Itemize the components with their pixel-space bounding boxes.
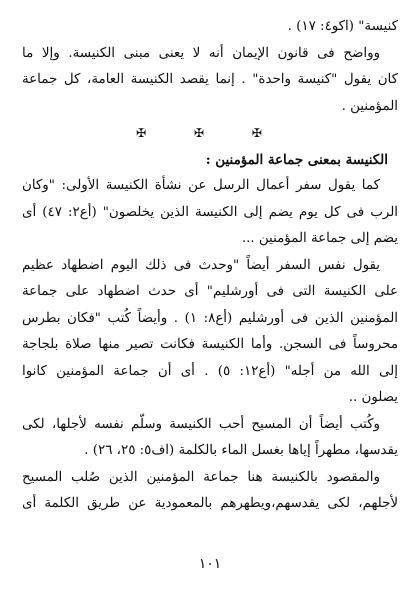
text-line: كما يقول سفر أعمال الرسل عن نشأة الكنيسة الأولى: "وكان (22, 178, 380, 193)
text-line: يقول نفس السفر أيضاً "وحدث فى ذلك اليوم اضطهاد عظيم (22, 257, 380, 273)
page-number: ١٠١ (198, 556, 222, 572)
text-line: محروساً فى السجن. وأما الكنيسة فكانت تصير منها صلاة بلجاجة (22, 337, 398, 352)
text-line: الرب فى كل يوم يضم إلى الكنيسة الذين يخلصون" (أع٢: ٤٧) أى (22, 204, 398, 220)
cross-ornament: ✠ ✠ ✠ (136, 126, 284, 140)
text-line: يضم إلى جماعة المؤمنين ... (241, 231, 398, 246)
text-line: كان يقول "كنيسة واحدة" . إنما يقصد الكنيسة العامة، كل جماعة (22, 72, 398, 87)
text-line: وواضح فى قانون الإيمان أنه لا يعنى مبنى الكنيسة. وإلا ما (22, 45, 380, 61)
text-line: كنيسة" (اكو٤: ١٧) . (287, 19, 398, 34)
text-line: لأجلهم، لكى يقدسهم،ويطهرهم بالمعمودية عن طريق الكلمة أى (22, 496, 398, 511)
text-line: يصلون .. (348, 390, 398, 405)
text-line: إلى الله من أجله" (أع١٢: ٥) . أى أن جماعة المؤمنين كانوا (22, 363, 398, 379)
text-line: وكُتب أيضاً أن المسيح أحب الكنيسة وسلّم نفسه لأجلها، لكى (22, 416, 380, 432)
text-line: والمقصود بالكنيسة هنا جماعة المؤمنين الذين صُلب المسيح (22, 469, 380, 485)
section-heading: الكنيسة بمعنى جماعة المؤمنين : (205, 151, 388, 168)
text-line: على الكنيسة التى فى أورشليم" أى حدث اضطهاد على جماعة (22, 284, 398, 299)
text-line: المؤمنين الذين فى أورشليم (أع٨: ١) . وأيضاً كُتب "فكان بطرس (22, 310, 398, 326)
text-line: يقدسها، مطهراً إياها بغسل الماء بالكلمة (اف٥: ٢٥، ٢٦) . (84, 443, 398, 458)
text-line: المؤمنين . (341, 98, 398, 114)
